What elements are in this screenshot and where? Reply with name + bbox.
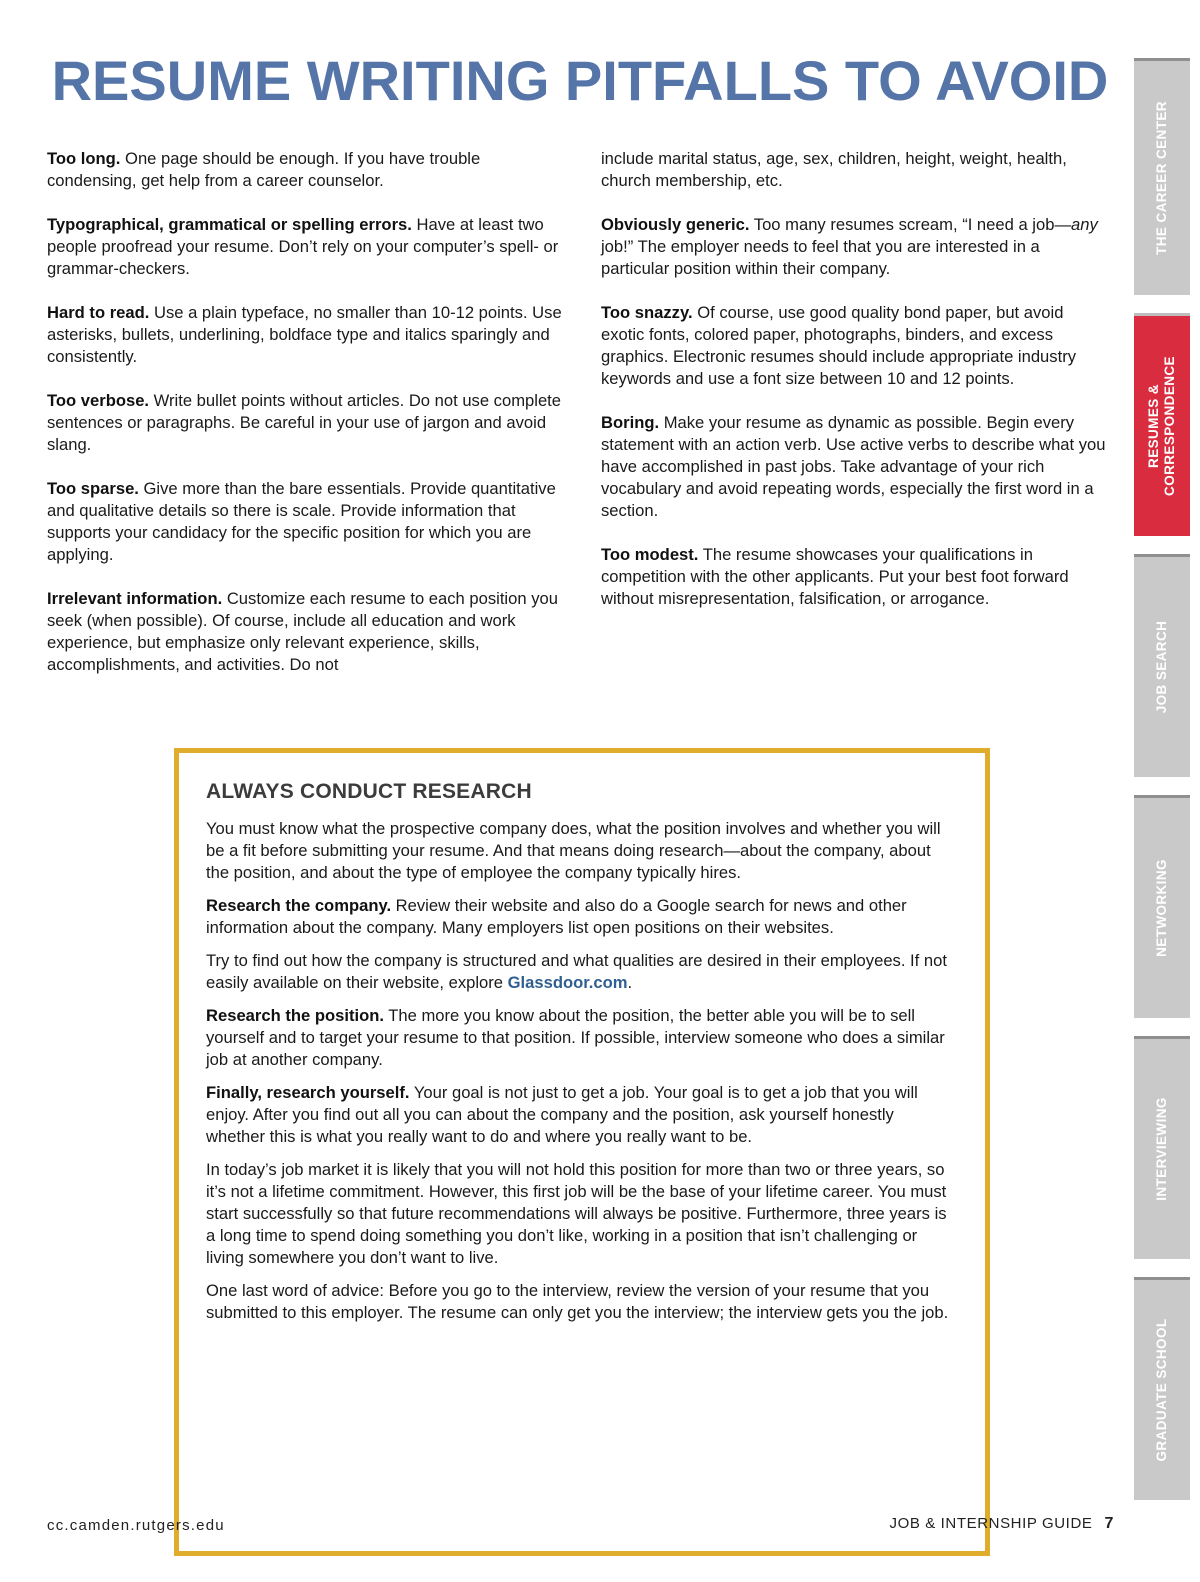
tab-label: NETWORKING (1154, 859, 1169, 957)
pitfall-item (47, 390, 572, 456)
pitfalls-left-column (47, 148, 572, 698)
tab-label: GRADUATE SCHOOL (1154, 1318, 1169, 1462)
pitfall-text: Have at least two people proofread your resume. Don’t rely on your computer’s spell- or grammar-checkers. (47, 215, 559, 278)
pitfall-text: Give more than the bare essentials. Provide quantitative and qualitative details so there is scale. Provide information that supports your candidacy for the specific position for which you are applying. (47, 479, 556, 564)
research-position-heading: Research the position. (206, 1006, 384, 1025)
pitfall-item (47, 148, 572, 192)
tab-label (1146, 356, 1178, 496)
pitfall-text: Too many resumes scream, “I need a job— (749, 215, 1072, 234)
tab-interviewing[interactable] (1134, 1036, 1190, 1259)
page-title: RESUME WRITING PITFALLS TO AVOID (51, 49, 1109, 112)
tab-resumes-correspondence[interactable] (1134, 313, 1190, 536)
pitfall-heading: Boring. (601, 413, 660, 432)
pitfall-item (47, 214, 572, 280)
pitfall-item (601, 412, 1111, 522)
tab-the-career-center[interactable] (1134, 58, 1190, 295)
pitfall-text: Make your resume as dynamic as possible. Begin every statement with an action verb. Use active verbs to describe what you have accomplished in past jobs. Take advantage of your rich vocabulary and avoid repeating words, especially the first word in a section. (601, 413, 1106, 520)
footer-guide (890, 1515, 1114, 1533)
tab-label: THE CAREER CENTER (1154, 101, 1169, 255)
pitfall-heading: Too snazzy. (601, 303, 693, 322)
research-market: In today’s job market it is likely that you will not hold this position for more than two or three years, so it’s not a lifetime commitment. However, this first job will be the base of your lifetime career. You must start successfully so that future recommendations will always be positive. Furthermore, three years is a long time to spend doing something you don’t like, working in a position that isn’t challenging or living somewhere you don’t want to live. (206, 1160, 947, 1267)
research-yourself (206, 1082, 957, 1148)
pitfall-heading: Too long. (47, 149, 121, 168)
pitfall-text: Customize each resume to each position you seek (when possible). Of course, include all education and work experience, but emphasize only relevant experience, skills, accomplishments, and activities. Do not (47, 589, 558, 674)
pitfall-text: The resume showcases your qualifications in competition with the other applicants. Put your best foot forward without misrepresentation, falsification, or arrogance. (601, 545, 1069, 608)
research-position-text: The more you know about the position, the better able you will be to sell yourself and to target your resume to that position. If possible, interview someone who does a similar job at another company. (206, 1006, 945, 1069)
pitfall-continuation: include marital status, age, sex, children, height, weight, health, church membership, etc. (601, 149, 1067, 190)
tab-label-line: CORRESPONDENCE (1162, 356, 1177, 496)
tab-label-line: RESUMES & (1146, 384, 1161, 468)
pitfall-item (47, 588, 572, 676)
pitfalls-right-column (601, 148, 1111, 632)
research-position (206, 1005, 957, 1071)
footer-url[interactable]: cc.camden.rutgers.edu (47, 1517, 225, 1534)
pitfall-heading: Typographical, grammatical or spelling errors. (47, 215, 412, 234)
pitfall-item (601, 302, 1111, 390)
research-structure-after: . (627, 973, 633, 992)
pitfall-text: One page should be enough. If you have trouble condensing, get help from a career counselor. (47, 149, 481, 190)
research-structure (206, 950, 957, 994)
footer-guide-title: JOB & INTERNSHIP GUIDE (889, 1515, 1093, 1532)
pitfall-heading: Too verbose. (47, 391, 150, 410)
pitfall-emphasis: any (1071, 215, 1098, 234)
research-company-text: Review their website and also do a Google search for news and other information about the company. Many employers list open positions on their websites. (206, 896, 907, 937)
pitfall-heading: Too modest. (601, 545, 699, 564)
tab-job-search[interactable] (1134, 554, 1190, 777)
glassdoor-link[interactable]: Glassdoor.com (507, 973, 628, 992)
pitfall-heading: Hard to read. (47, 303, 150, 322)
research-structure-text: Try to find out how the company is structured and what qualities are desired in their employees. If not easily available on their website, explore (206, 951, 947, 992)
research-heading: ALWAYS CONDUCT RESEARCH (206, 780, 532, 803)
research-yourself-text: Your goal is not just to get a job. Your goal is to get a job that you will enjoy. After you find out all you can about the company and the position, ask yourself honestly whether this is what you really want to do and where you really want to be. (206, 1083, 918, 1146)
research-advice: One last word of advice: Before you go to the interview, review the version of your resume that you submitted to this employer. The resume can only get you the interview; the interview gets you the job. (206, 1281, 949, 1322)
tab-networking[interactable] (1134, 795, 1190, 1018)
research-intro: You must know what the prospective company does, what the position involves and whether you will be a fit before submitting your resume. And that means doing research—about the company, about the position, and about the type of employee the company typically hires. (206, 819, 941, 882)
tab-label: JOB SEARCH (1154, 620, 1169, 714)
research-box (174, 748, 990, 1556)
pitfall-item (47, 478, 572, 566)
pitfall-heading: Obviously generic. (601, 215, 750, 234)
page-number: 7 (1104, 1515, 1114, 1532)
pitfall-heading: Too sparse. (47, 479, 139, 498)
tab-graduate-school[interactable] (1134, 1277, 1190, 1500)
research-company-heading: Research the company. (206, 896, 392, 915)
pitfall-heading: Irrelevant information. (47, 589, 223, 608)
pitfall-text: Of course, use good quality bond paper, but avoid exotic fonts, colored paper, photographs, binders, and excess graphics. Electronic resumes should include appropriate industry keywords and use a font size between 10 and 12 points. (601, 303, 1077, 388)
research-company (206, 895, 957, 939)
tab-label: INTERVIEWING (1154, 1097, 1169, 1201)
pitfall-item (47, 302, 572, 368)
research-yourself-heading: Finally, research yourself. (206, 1083, 410, 1102)
pitfall-item (601, 214, 1111, 280)
pitfall-text: Write bullet points without articles. Do not use complete sentences or paragraphs. Be careful in your use of jargon and avoid slang. (47, 391, 562, 454)
pitfall-text: job!” The employer needs to feel that you are interested in a particular position within their company. (601, 237, 1040, 278)
pitfall-text: Use a plain typeface, no smaller than 10-12 points. Use asterisks, bullets, underlining, boldface type and italics sparingly and consistently. (47, 303, 562, 366)
pitfall-item (601, 544, 1111, 610)
